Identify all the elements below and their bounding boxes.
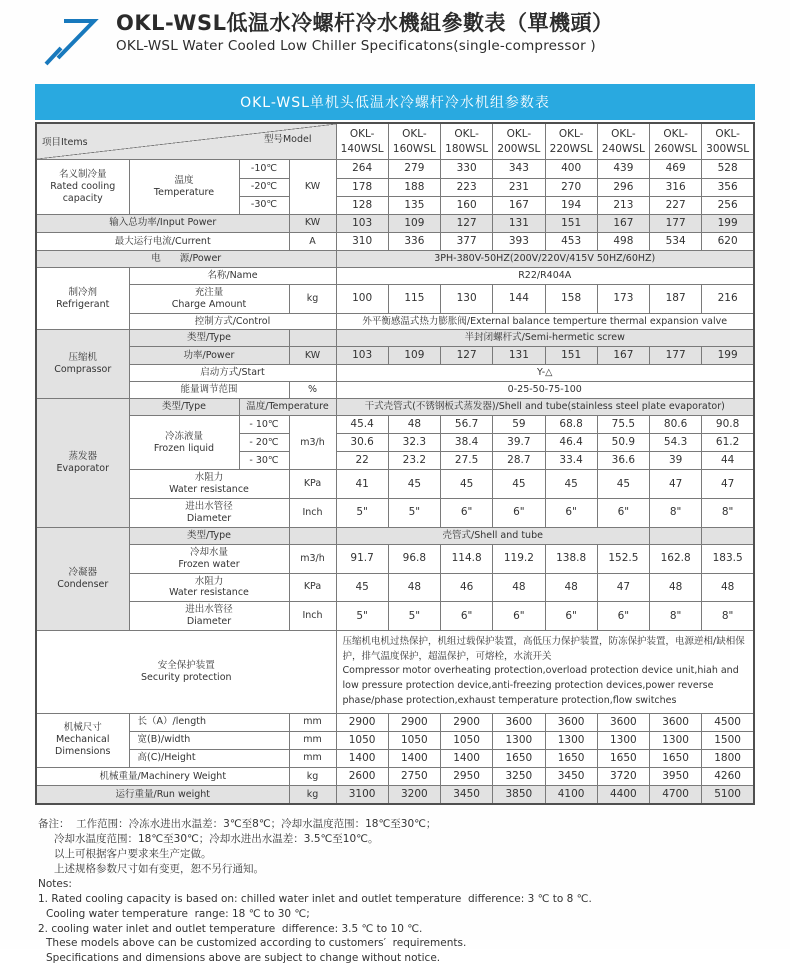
unit-cell: %	[289, 382, 336, 399]
model-header-cell: OKL- 180WSL	[441, 123, 493, 160]
spec-table	[35, 122, 755, 805]
value-cell: 310	[336, 232, 388, 250]
value-cell: 6"	[545, 602, 597, 631]
value-cell: 1050	[441, 731, 493, 749]
value-cell: 90.8	[702, 416, 754, 434]
value-cell: 39	[650, 452, 702, 470]
unit-cell: m3/h	[289, 416, 336, 470]
value-cell: 3200	[388, 786, 440, 805]
value-cell: 44	[702, 452, 754, 470]
row-label-cell: 电 源/Power	[36, 251, 336, 268]
row-label-cell: 机械重量/Machinery Weight	[36, 767, 289, 785]
row-label-cell: 类型/Type	[129, 399, 239, 416]
value-cell: 1400	[441, 749, 493, 767]
value-cell: 152.5	[597, 544, 649, 573]
note-line: 冷却水温度范围：18℃至30℃；冷却水进出水温差：3.5℃至10℃。	[54, 833, 379, 846]
value-cell: 199	[702, 214, 754, 232]
unit-cell: mm	[289, 749, 336, 767]
arrow-up-right-icon	[40, 10, 102, 68]
value-cell: 400	[545, 160, 597, 178]
value-cell: 4500	[702, 713, 754, 731]
value-cell: 167	[597, 347, 649, 365]
value-cell: 178	[336, 178, 388, 196]
value-cell: 48	[388, 416, 440, 434]
value-cell: 138.8	[545, 544, 597, 573]
unit-cell: m3/h	[289, 544, 336, 573]
value-cell: 4400	[597, 786, 649, 805]
value-cell: 45	[493, 470, 545, 499]
unit-cell: KW	[289, 214, 336, 232]
section-label-cell: 机械尺寸 Mechanical Dimensions	[36, 713, 129, 767]
section-label-cell: 蒸发器 Evaporator	[36, 399, 129, 528]
value-cell: 61.2	[702, 434, 754, 452]
value-cell: 114.8	[441, 544, 493, 573]
page-title-zh: OKL-WSL低温水冷螺杆冷水機組參數表（單機頭）	[116, 11, 614, 35]
value-cell: 216	[702, 284, 754, 313]
value-cell: 177	[650, 347, 702, 365]
value-cell: 115	[388, 284, 440, 313]
value-cell: 3600	[493, 713, 545, 731]
value-cell: 2900	[336, 713, 388, 731]
value-cell: 45	[388, 470, 440, 499]
row-label-cell: 宽(B)/width	[129, 731, 289, 749]
value-cell: 38.4	[441, 434, 493, 452]
value-cell: 3450	[441, 786, 493, 805]
section-label-cell: 制冷剂 Refrigerant	[36, 267, 129, 330]
row-label-cell: 水阻力 Water resistance	[129, 573, 289, 602]
value-cell: 1650	[493, 749, 545, 767]
row-label-cell: -20℃	[239, 178, 289, 196]
unit-cell: KW	[289, 347, 336, 365]
row-label-cell: 控制方式/Control	[129, 313, 336, 330]
unit-cell: kg	[289, 284, 336, 313]
row-label-cell: - 20℃	[239, 434, 289, 452]
unit-cell: KPa	[289, 573, 336, 602]
items-header-label: 项目Items	[42, 137, 88, 148]
note-line: Specifications and dimensions above are subject to change without notice.	[46, 952, 441, 965]
unit-cell: KW	[289, 160, 336, 214]
value-cell: 3100	[336, 786, 388, 805]
value-cell: 32.3	[388, 434, 440, 452]
unit-cell: kg	[289, 786, 336, 805]
value-cell: 231	[493, 178, 545, 196]
row-label-cell: 高(C)/Height	[129, 749, 289, 767]
note-line: These models above can be customized according to customers′ requirements.	[46, 937, 467, 950]
value-cell: 6"	[597, 602, 649, 631]
merged-value-cell: 半封闭螺杆式/Semi-hermetic screw	[336, 330, 754, 347]
value-cell: 128	[336, 196, 388, 214]
unit-cell	[289, 330, 336, 347]
value-cell: 528	[702, 160, 754, 178]
section-label-cell: 冷凝器 Condenser	[36, 527, 129, 630]
value-cell: 1300	[545, 731, 597, 749]
row-label-cell: 长（A）/length	[129, 713, 289, 731]
value-cell: 151	[545, 347, 597, 365]
value-cell: 377	[441, 232, 493, 250]
protection-text-cell: 压缩机电机过热保护，机组过载保护装置，高低压力保护装置，防冻保护装置，电源逆相/缺相保护，排气温度保护，超温保护，可熔栓，水流开关 Compressor motor overheating protection,overload protection device unit,hiah and low pressure protection device,anti-freezing protection devices,power reverse phase/phase protection,exhaust temperature protection,flow switches	[336, 631, 754, 714]
value-cell: 183.5	[702, 544, 754, 573]
unit-cell: Inch	[289, 499, 336, 528]
row-label-cell: -10℃	[239, 160, 289, 178]
value-cell: 127	[441, 214, 493, 232]
value-cell: 130	[441, 284, 493, 313]
model-header-cell: OKL- 240WSL	[597, 123, 649, 160]
unit-cell: mm	[289, 713, 336, 731]
value-cell: 5"	[388, 499, 440, 528]
value-cell: 439	[597, 160, 649, 178]
merged-value-cell: 外平衡感温式热力膨胀阀/External balance temperture thermal expansion valve	[336, 313, 754, 330]
value-cell: 103	[336, 347, 388, 365]
model-header-cell: OKL- 260WSL	[650, 123, 702, 160]
value-cell: 6"	[441, 602, 493, 631]
unit-cell: kg	[289, 767, 336, 785]
value-cell: 135	[388, 196, 440, 214]
value-cell: 27.5	[441, 452, 493, 470]
value-cell: 8"	[702, 499, 754, 528]
table-title: OKL-WSL单机头低温水冷螺杆冷水机组参数表	[35, 84, 755, 120]
value-cell: 50.9	[597, 434, 649, 452]
row-label-cell: 温度 Temperature	[129, 160, 239, 214]
value-cell: 56.7	[441, 416, 493, 434]
value-cell: 469	[650, 160, 702, 178]
model-header-cell: OKL- 220WSL	[545, 123, 597, 160]
value-cell: 160	[441, 196, 493, 214]
value-cell: 45	[597, 470, 649, 499]
note-line: Notes:	[38, 877, 72, 890]
section-label-cell: 名义制冷量 Rated cooling capacity	[36, 160, 129, 214]
model-header-cell: OKL- 140WSL	[336, 123, 388, 160]
value-cell: 109	[388, 214, 440, 232]
value-cell: 3600	[650, 713, 702, 731]
merged-value-cell: 干式壳管式(不锈钢板式蒸发器)/Shell and tube(stainless steel plate evaporator)	[336, 399, 754, 416]
value-cell: 23.2	[388, 452, 440, 470]
value-cell: 227	[650, 196, 702, 214]
value-cell: 336	[388, 232, 440, 250]
value-cell: 48	[702, 573, 754, 602]
value-cell: 5"	[336, 499, 388, 528]
value-cell: 3600	[597, 713, 649, 731]
spec-table-section	[35, 84, 755, 805]
model-header-label: 型号Model	[263, 134, 312, 145]
note-line: 以上可根据客户要求来生产定做。	[54, 848, 212, 861]
value-cell: 8"	[702, 602, 754, 631]
value-cell: 1650	[650, 749, 702, 767]
value-cell: 30.6	[336, 434, 388, 452]
value-cell: 264	[336, 160, 388, 178]
row-label-cell: 类型/Type	[129, 527, 289, 544]
value-cell: 47	[597, 573, 649, 602]
merged-value-cell: 0-25-50-75-100	[336, 382, 754, 399]
value-cell: 127	[441, 347, 493, 365]
value-cell: 167	[597, 214, 649, 232]
row-label-cell: 进出水管径 Diameter	[129, 499, 289, 528]
value-cell: 1800	[702, 749, 754, 767]
value-cell: 6"	[441, 499, 493, 528]
value-cell: 3950	[650, 767, 702, 785]
value-cell: 131	[493, 214, 545, 232]
value-cell: 48	[493, 573, 545, 602]
value-cell: 188	[388, 178, 440, 196]
value-cell: 48	[388, 573, 440, 602]
model-header-cell: OKL- 200WSL	[493, 123, 545, 160]
value-cell: 59	[493, 416, 545, 434]
note-line: 1. Rated cooling capacity is based on: chilled water inlet and outlet temperature difference: 3 ℃ to 8 ℃.	[38, 892, 592, 905]
value-cell: 279	[388, 160, 440, 178]
row-label-cell: 进出水管径 Diameter	[129, 602, 289, 631]
value-cell: 4700	[650, 786, 702, 805]
value-cell: 45.4	[336, 416, 388, 434]
value-cell: 343	[493, 160, 545, 178]
value-cell: 48	[545, 573, 597, 602]
value-cell: 1300	[493, 731, 545, 749]
value-cell: 1300	[650, 731, 702, 749]
value-cell: 2750	[388, 767, 440, 785]
value-cell: 2900	[441, 713, 493, 731]
merged-value-cell: 3PH-380V-50HZ(200V/220V/415V 50HZ/60HZ)	[336, 251, 754, 268]
value-cell: 103	[336, 214, 388, 232]
value-cell: 48	[650, 573, 702, 602]
value-cell: 45	[441, 470, 493, 499]
value-cell: 3600	[545, 713, 597, 731]
value-cell: 3450	[545, 767, 597, 785]
value-cell: 5"	[336, 602, 388, 631]
value-cell: 96.8	[388, 544, 440, 573]
value-cell: 131	[493, 347, 545, 365]
unit-cell: KPa	[289, 470, 336, 499]
row-label-cell: 最大运行电流/Current	[36, 232, 289, 250]
value-cell: 316	[650, 178, 702, 196]
value-cell: 3250	[493, 767, 545, 785]
row-label-cell: 充注量 Charge Amount	[129, 284, 289, 313]
value-cell: 173	[597, 284, 649, 313]
row-label-cell: 功率/Power	[129, 347, 289, 365]
value-cell: 3720	[597, 767, 649, 785]
value-cell: 4260	[702, 767, 754, 785]
value-cell: 8"	[650, 602, 702, 631]
value-cell: 109	[388, 347, 440, 365]
notes-section	[38, 817, 752, 966]
row-label-cell: 运行重量/Run weight	[36, 786, 289, 805]
value-cell: 213	[597, 196, 649, 214]
value-cell: 46	[441, 573, 493, 602]
value-cell: 36.6	[597, 452, 649, 470]
note-line: Cooling water temperature range: 18 ℃ to 30 ℃;	[46, 907, 310, 920]
value-cell: 144	[493, 284, 545, 313]
value-cell	[650, 527, 702, 544]
items-model-header-cell	[36, 123, 336, 160]
value-cell: 453	[545, 232, 597, 250]
value-cell: 6"	[493, 602, 545, 631]
value-cell: 1500	[702, 731, 754, 749]
page-titles	[116, 10, 613, 54]
page-title-en: OKL-WSL Water Cooled Low Chiller Specificatons(single-compressor )	[116, 38, 596, 55]
page-header	[0, 0, 790, 68]
value-cell: 199	[702, 347, 754, 365]
note-line: 备注： 工作范围：冷冻水进出水温差：3℃至8℃；冷却水温度范围：18℃至30℃；	[38, 818, 437, 831]
value-cell: 68.8	[545, 416, 597, 434]
value-cell: 41	[336, 470, 388, 499]
value-cell: 158	[545, 284, 597, 313]
value-cell: 256	[702, 196, 754, 214]
unit-cell: mm	[289, 731, 336, 749]
value-cell: 498	[597, 232, 649, 250]
value-cell: 8"	[650, 499, 702, 528]
unit-cell: A	[289, 232, 336, 250]
value-cell: 620	[702, 232, 754, 250]
row-label-cell: 温度/Temperature	[239, 399, 336, 416]
value-cell: 2900	[388, 713, 440, 731]
row-label-cell: 启动方式/Start	[129, 365, 336, 382]
value-cell: 100	[336, 284, 388, 313]
value-cell: 6"	[597, 499, 649, 528]
value-cell: 187	[650, 284, 702, 313]
value-cell: 47	[702, 470, 754, 499]
value-cell: 1650	[597, 749, 649, 767]
value-cell: 33.4	[545, 452, 597, 470]
value-cell: 119.2	[493, 544, 545, 573]
row-label-cell: 类型/Type	[129, 330, 289, 347]
model-header-cell: OKL- 160WSL	[388, 123, 440, 160]
value-cell: 1050	[336, 731, 388, 749]
row-label-cell: 冷冻液量 Frozen liquid	[129, 416, 239, 470]
value-cell: 1400	[388, 749, 440, 767]
value-cell: 296	[597, 178, 649, 196]
note-line: 上述规格参数尺寸如有变更，恕不另行通知。	[54, 862, 264, 875]
value-cell: 45	[545, 470, 597, 499]
value-cell: 47	[650, 470, 702, 499]
value-cell: 54.3	[650, 434, 702, 452]
unit-cell: Inch	[289, 602, 336, 631]
value-cell	[702, 527, 754, 544]
value-cell: 5"	[388, 602, 440, 631]
note-line: 2. cooling water inlet and outlet temperature difference: 3.5 ℃ to 10 ℃.	[38, 922, 423, 935]
value-cell: 223	[441, 178, 493, 196]
row-label-cell: 能量调节范围	[129, 382, 289, 399]
row-label-cell: - 30℃	[239, 452, 289, 470]
value-cell: 91.7	[336, 544, 388, 573]
row-label-cell: - 10℃	[239, 416, 289, 434]
value-cell: 28.7	[493, 452, 545, 470]
row-label-cell: 冷却水量 Frozen water	[129, 544, 289, 573]
value-cell: 534	[650, 232, 702, 250]
row-label-cell: 名称/Name	[129, 267, 336, 284]
value-cell: 46.4	[545, 434, 597, 452]
merged-value-cell: Y-△	[336, 365, 754, 382]
value-cell: 1050	[388, 731, 440, 749]
row-label-cell: 输入总功率/Input Power	[36, 214, 289, 232]
section-label-cell: 安全保护装置 Security protection	[36, 631, 336, 714]
row-label-cell: -30℃	[239, 196, 289, 214]
value-cell: 1400	[336, 749, 388, 767]
value-cell: 5100	[702, 786, 754, 805]
value-cell: 4100	[545, 786, 597, 805]
value-cell: 80.6	[650, 416, 702, 434]
value-cell: 75.5	[597, 416, 649, 434]
value-cell: 6"	[493, 499, 545, 528]
value-cell: 22	[336, 452, 388, 470]
value-cell: 393	[493, 232, 545, 250]
value-cell: 2950	[441, 767, 493, 785]
value-cell: 1650	[545, 749, 597, 767]
value-cell: 6"	[545, 499, 597, 528]
value-cell: 45	[336, 573, 388, 602]
value-cell: 1300	[597, 731, 649, 749]
value-cell: 194	[545, 196, 597, 214]
merged-value-cell: R22/R404A	[336, 267, 754, 284]
section-label-cell: 压缩机 Comprassor	[36, 330, 129, 399]
value-cell: 3850	[493, 786, 545, 805]
value-cell: 151	[545, 214, 597, 232]
value-cell: 177	[650, 214, 702, 232]
value-cell: 39.7	[493, 434, 545, 452]
value-cell: 330	[441, 160, 493, 178]
value-cell: 270	[545, 178, 597, 196]
merged-value-cell: 壳管式/Shell and tube	[336, 527, 650, 544]
row-label-cell: 水阻力 Water resistance	[129, 470, 289, 499]
value-cell: 167	[493, 196, 545, 214]
unit-cell	[289, 527, 336, 544]
value-cell: 162.8	[650, 544, 702, 573]
model-header-cell: OKL- 300WSL	[702, 123, 754, 160]
value-cell: 356	[702, 178, 754, 196]
value-cell: 2600	[336, 767, 388, 785]
